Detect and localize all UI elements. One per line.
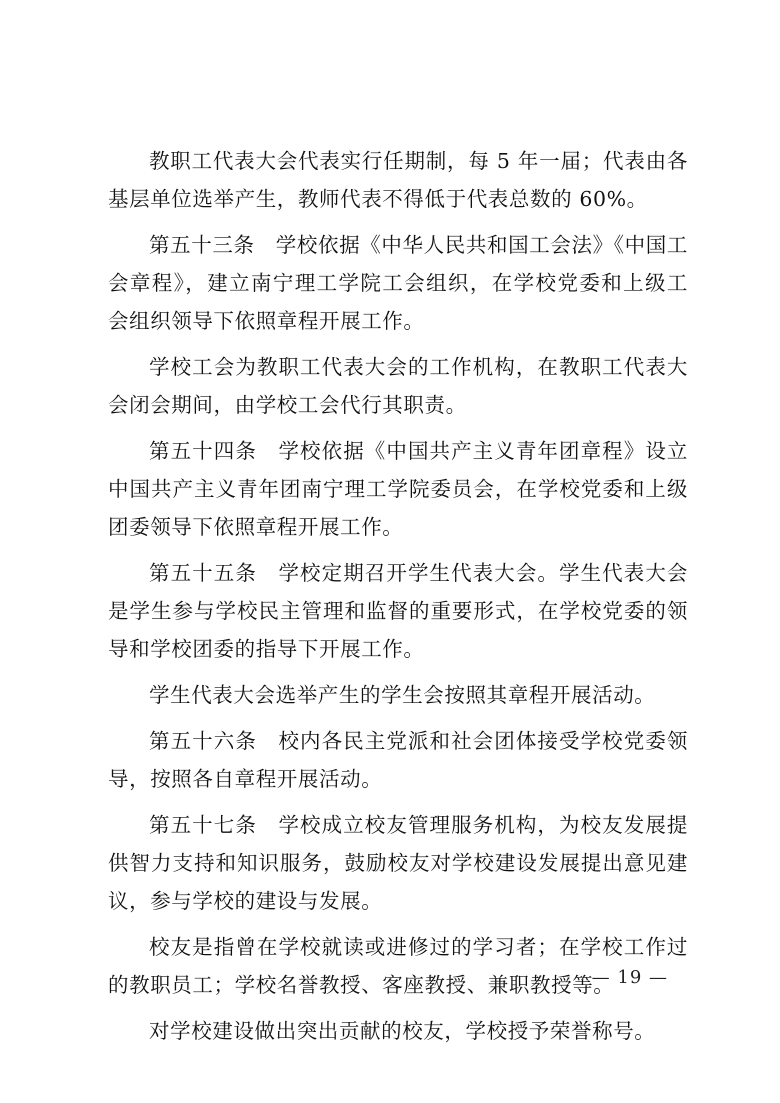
paragraph: 第五十三条 学校依据《中华人民共和国工会法》《中国工会章程》，建立南宁理工学院工会组织，在学校党委和上级工会组织领导下依照章程开展工作。: [108, 233, 688, 333]
paragraph: 学生代表大会选举产生的学生会按照其章程开展活动。: [149, 683, 656, 707]
paragraph: 第五十七条 学校成立校友管理服务机构，为校友发展提供智力支持和知识服务，鼓励校友对学校建设发展提出意见建议，参与学校的建设与发展。: [108, 813, 688, 913]
body-text: [108, 142, 688, 1058]
paragraph: 第五十四条 学校依据《中国共产主义青年团章程》设立中国共产主义青年团南宁理工学院委员会，在学校党委和上级团委领导下依照章程开展工作。: [108, 439, 688, 539]
paragraph: 学校工会为教职工代表大会的工作机构，在教职工代表大会闭会期间，由学校工会代行其职责。: [108, 355, 688, 417]
paragraph: 对学校建设做出突出贡献的校友，学校授予荣誉称号。: [149, 1019, 656, 1043]
paragraph: 第五十五条 学校定期召开学生代表大会。学生代表大会是学生参与学校民主管理和监督的重要形式，在学校党委的领导和学校团委的指导下开展工作。: [108, 561, 688, 661]
page-number: — 19 —: [591, 967, 668, 988]
paragraph: 校友是指曾在学校就读或进修过的学习者；在学校工作过的教职员工；学校名誉教授、客座教授、兼职教授等。: [108, 935, 688, 997]
paragraph: 教职工代表大会代表实行任期制，每 5 年一届；代表由各基层单位选举产生，教师代表不得低于代表总数的 60%。: [108, 149, 688, 211]
paragraph: 第五十六条 校内各民主党派和社会团体接受学校党委领导，按照各自章程开展活动。: [108, 729, 688, 791]
